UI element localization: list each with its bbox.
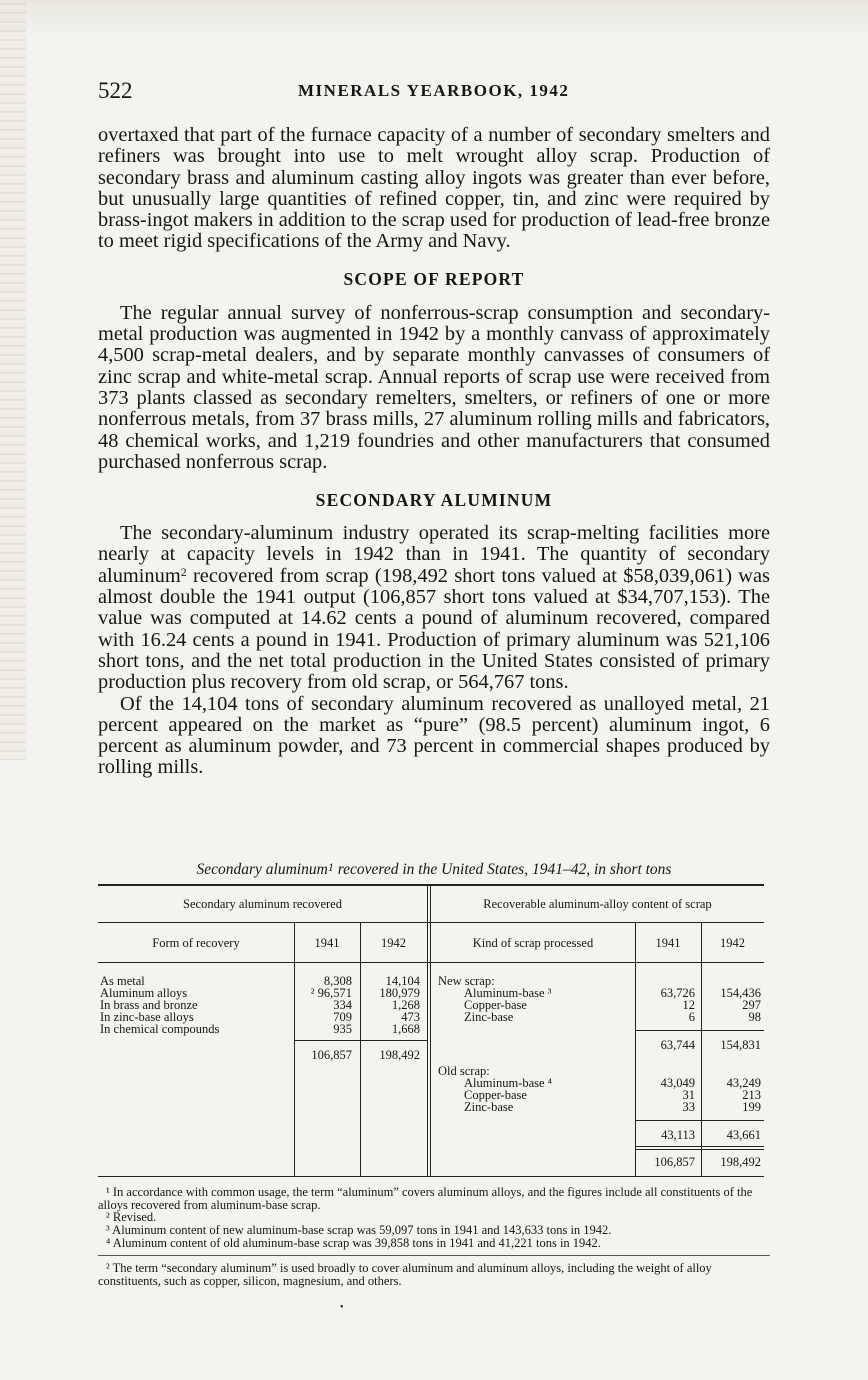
- footnote-ref-2: 2: [180, 564, 187, 579]
- table-cell: 334: [333, 998, 352, 1012]
- caption-part-a: Secondary aluminum: [196, 861, 328, 878]
- caption-part-b: recovered in the United States, 1941–42, in short tons: [333, 861, 672, 878]
- table-cell: 709: [333, 1010, 352, 1024]
- table-cell: 8,308: [323, 974, 352, 988]
- page-header: [98, 78, 768, 106]
- table-cell-total: 63,744: [660, 1038, 695, 1052]
- left-group-header: Secondary aluminum recovered: [183, 897, 342, 911]
- table-row-label: Copper-base: [464, 1088, 527, 1102]
- table-group-rule: [98, 922, 764, 923]
- table-cell: 63,726: [660, 986, 695, 1000]
- table-row-label: Aluminum alloys: [100, 986, 188, 1000]
- table-row-label: Zinc-base: [464, 1100, 514, 1114]
- scan-shadow-left-edge: [0, 0, 26, 760]
- table-cell: 98: [748, 1010, 761, 1024]
- table-cell: 935: [333, 1022, 352, 1036]
- table-bottom-rule: [98, 1176, 764, 1177]
- table-cell: 199: [742, 1100, 761, 1114]
- table-cell-total: 154,831: [720, 1038, 761, 1052]
- table-row-label: Copper-base: [464, 998, 527, 1012]
- table-cell: 213: [742, 1088, 761, 1102]
- secondary-paragraph-1: [98, 523, 770, 693]
- table-top-rule: [98, 884, 764, 886]
- table-cell: 180,979: [379, 986, 420, 1000]
- col-header-right-1942: 1942: [720, 936, 745, 950]
- table-cell: 6: [688, 1010, 695, 1024]
- table-footnote: ² Revised.: [106, 1210, 157, 1224]
- table-cell-total: 198,492: [379, 1048, 420, 1062]
- table-cell: 31: [682, 1088, 695, 1102]
- table-row-label: Aluminum-base ⁴: [464, 1076, 553, 1090]
- table-cell: 154,436: [720, 986, 761, 1000]
- table-center-divider-double: [430, 884, 431, 1176]
- col-header-left-1942: 1942: [381, 936, 406, 950]
- caption-footnote-ref: 1: [327, 860, 334, 874]
- table-row-label: Aluminum-base ³: [464, 986, 552, 1000]
- table-cell: 33: [682, 1100, 695, 1114]
- secondary-p1-part-a: The secondary-aluminum industry operated its scrap-melting facilities more nearly at capacity levels in 1942 than in 1941. The quantity of secondary aluminum: [98, 522, 770, 587]
- left-subtotal-rule: [294, 1040, 427, 1041]
- table-cell: 1,668: [391, 1022, 420, 1036]
- intro-paragraph: overtaxed that part of the furnace capacity of a number of secondary smelters and refiners was brought into use to melt wrought alloy scrap. Production of secondary brass and aluminum casting alloy ingots was greater than ever before, but unusually large quantities of refined copper, tin, and zinc were required by brass-ingot makers in addition to the scrap used for production of lead-free bronze to meet rigid specifications of the Army and Navy.: [98, 124, 770, 253]
- table-cell: 14,104: [385, 974, 420, 988]
- grand-total-rule-1: [635, 1146, 764, 1147]
- ink-dot: •: [340, 1302, 344, 1313]
- col-header-kind: Kind of scrap processed: [472, 936, 594, 950]
- table-caption: [98, 861, 770, 879]
- table-row-label: In zinc-base alloys: [100, 1010, 194, 1024]
- table-footnote: ¹ In accordance with common usage, the term “aluminum” covers aluminum alloys, and the figures include all constituents of the alloys recovered from aluminum-base scrap.: [98, 1185, 753, 1212]
- scope-paragraph: The regular annual survey of nonferrous-scrap consumption and secondary-metal production was augmented in 1942 by a monthly canvass of approximately 4,500 scrap-metal dealers, and by separate monthly canvasses of consumers of zinc scrap and white-metal scrap. Annual reports of scrap use were received from 373 plants classed as secondary remelters, smelters, or refiners of one or more nonferrous metals, from 37 brass mills, 27 aluminum rolling mills and fabricators, 48 chemical works, and 1,219 foundries and other manufacturers that consumed purchased nonferrous scrap.: [98, 301, 770, 473]
- old-subtotal-rule: [635, 1120, 764, 1121]
- running-head: MINERALS YEARBOOK, 1942: [298, 81, 570, 100]
- table-cell-total: 43,113: [661, 1128, 695, 1142]
- new-subtotal-rule: [635, 1030, 764, 1031]
- data-table: [98, 884, 764, 1178]
- table-cell: ² 96,571: [310, 986, 352, 1000]
- scan-shadow-top: [0, 0, 868, 40]
- table-row-label: In brass and bronze: [100, 998, 198, 1012]
- table-cell: 297: [742, 998, 761, 1012]
- secondary-p1-part-b: recovered from scrap (198,492 short tons valued at $58,039,061) was almost double the 1941 output (106,857 short tons valued at $34,707,153). The value was computed at 14.62 cents a pound of aluminum recovered, compared with 16.24 cents a pound in 1941. Production of primary aluminum was 521,106 short tons, and the net total production in the United States consisted of primary production plus recovery from old scrap, or 564,767 tons.: [98, 564, 770, 694]
- col-header-right-1941: 1941: [655, 936, 681, 950]
- table-cell: 12: [682, 998, 695, 1012]
- table-row-label: Zinc-base: [464, 1010, 514, 1024]
- col-header-left-1941: 1941: [314, 936, 340, 950]
- scope-heading: SCOPE OF REPORT: [343, 268, 525, 289]
- table-cell-grand-total: 198,492: [720, 1155, 761, 1169]
- table-cell: 43,249: [726, 1076, 761, 1090]
- table-cell-grand-total: 106,857: [654, 1155, 695, 1169]
- secondary-paragraph-2: Of the 14,104 tons of secondary aluminum recovered as unalloyed metal, 21 percent appeared on the market as “pure” (98.5 percent) aluminum ingot, 6 percent as aluminum powder, and 73 percent in commercial shapes produced by rolling mills.: [98, 692, 770, 779]
- page-footnote: ² The term “secondary aluminum” is used broadly to cover aluminum and aluminum alloys, including the weight of alloy constituents, such as copper, silicon, magnesium, and others.: [98, 1261, 712, 1288]
- secondary-aluminum-heading: SECONDARY ALUMINUM: [315, 490, 553, 511]
- old-scrap-label: Old scrap:: [438, 1064, 490, 1078]
- page-number: 522: [98, 78, 133, 103]
- new-scrap-label: New scrap:: [438, 974, 495, 988]
- table-row-label: As metal: [100, 974, 145, 988]
- right-group-header: Recoverable aluminum-alloy content of scrap: [483, 897, 712, 911]
- table-cell-total: 106,857: [311, 1048, 352, 1062]
- table-cell: 43,049: [660, 1076, 695, 1090]
- grand-total-rule-2: [635, 1149, 764, 1150]
- table-header-rule: [98, 962, 764, 963]
- table-cell-total: 43,661: [726, 1128, 761, 1142]
- table-cell: 1,268: [391, 998, 420, 1012]
- body-text: [98, 125, 770, 779]
- table-cell: 473: [401, 1010, 420, 1024]
- footnote-separator: [98, 1255, 770, 1256]
- table-footnote: ⁴ Aluminum content of old aluminum-base scrap was 39,858 tons in 1941 and 41,221 tons in 1942.: [106, 1236, 601, 1250]
- table-footnote: ³ Aluminum content of new aluminum-base scrap was 59,097 tons in 1941 and 143,633 tons in 1942.: [106, 1223, 612, 1237]
- col-header-form: Form of recovery: [152, 936, 240, 950]
- table-row-label: In chemical compounds: [100, 1022, 220, 1036]
- table-center-divider: [427, 884, 428, 1176]
